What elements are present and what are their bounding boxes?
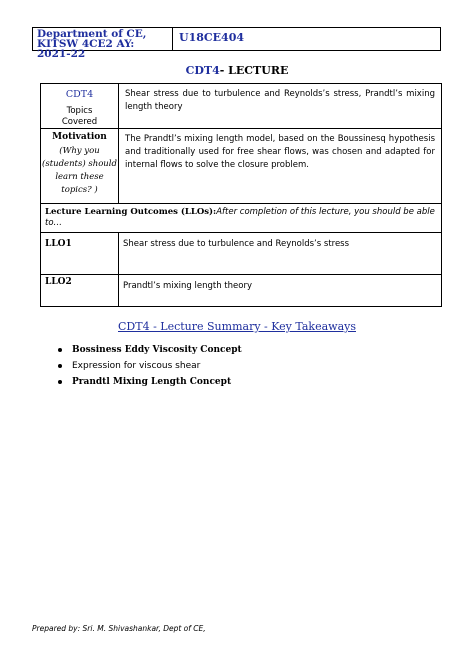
motivation-title: Motivation xyxy=(52,132,107,142)
bullet-icon xyxy=(58,364,62,368)
list-item xyxy=(58,374,242,390)
llo-header-italic: After completion of this lecture, you should be able to… xyxy=(45,207,435,228)
title-rest: - LECTURE xyxy=(219,64,289,77)
topics-text-cell xyxy=(119,84,442,129)
llo-header-bold: Lecture Learning Outcomes (LLOs): xyxy=(45,207,217,217)
summary-list xyxy=(58,342,242,390)
header-box xyxy=(32,27,441,60)
topic-code: CDT4 xyxy=(65,89,94,100)
motivation-text: The Prandtl’s mixing length model, based on the Boussinesq hypothesis and traditionally used for free shear flows, was chosen and adapted for internal flows to solve the closure problem. xyxy=(125,134,435,170)
topics-label-cell xyxy=(41,84,119,129)
lecture-table xyxy=(40,83,442,307)
llo-code: LLO2 xyxy=(45,277,72,287)
topics-row xyxy=(41,84,442,129)
llo-header-cell xyxy=(41,204,442,233)
title-code: CDT4 xyxy=(185,64,220,77)
llo-text: Prandtl’s mixing length theory xyxy=(123,281,252,291)
motivation-row xyxy=(41,129,442,204)
llo-header xyxy=(41,204,441,232)
motivation-subtitle: (Why you (students) should learn these topics? ) xyxy=(42,146,117,195)
course-code: U18CE404 xyxy=(179,31,245,44)
llo-text-cell xyxy=(119,233,442,275)
llo-row xyxy=(41,275,442,307)
llo-code-cell xyxy=(41,275,119,307)
llo-header-row xyxy=(41,204,442,233)
list-item-text: Bossiness Eddy Viscosity Concept xyxy=(72,345,242,355)
llo-row xyxy=(41,233,442,275)
list-item xyxy=(58,358,242,374)
llo-code-cell xyxy=(41,233,119,275)
motivation-text-cell xyxy=(119,129,442,204)
list-item-text: Expression for viscous shear xyxy=(72,361,201,371)
summary-title: CDT4 - Lecture Summary - Key Takeaways xyxy=(118,320,356,333)
motivation-label-cell xyxy=(41,129,119,204)
list-item xyxy=(58,342,242,358)
llo-code: LLO1 xyxy=(45,239,72,249)
topics-label-1: Topics xyxy=(66,106,93,116)
footer-text: Prepared by: Sri. M. Shivashankar, Dept of CE, xyxy=(32,624,206,633)
department-label: Department of CE, KITSW 4CE2 AY: 2021-22 xyxy=(33,28,173,50)
bullet-icon xyxy=(58,380,62,384)
llo-text-cell xyxy=(119,275,442,307)
llo-text: Shear stress due to turbulence and Reynolds’s stress xyxy=(123,239,350,249)
bullet-icon xyxy=(58,348,62,352)
list-item-text: Prandtl Mixing Length Concept xyxy=(72,377,232,387)
topics-label-2: Covered xyxy=(61,117,98,127)
topics-text: Shear stress due to turbulence and Reynolds’s stress, Prandtl’s mixing length theory xyxy=(125,89,435,112)
page-title xyxy=(0,64,474,77)
